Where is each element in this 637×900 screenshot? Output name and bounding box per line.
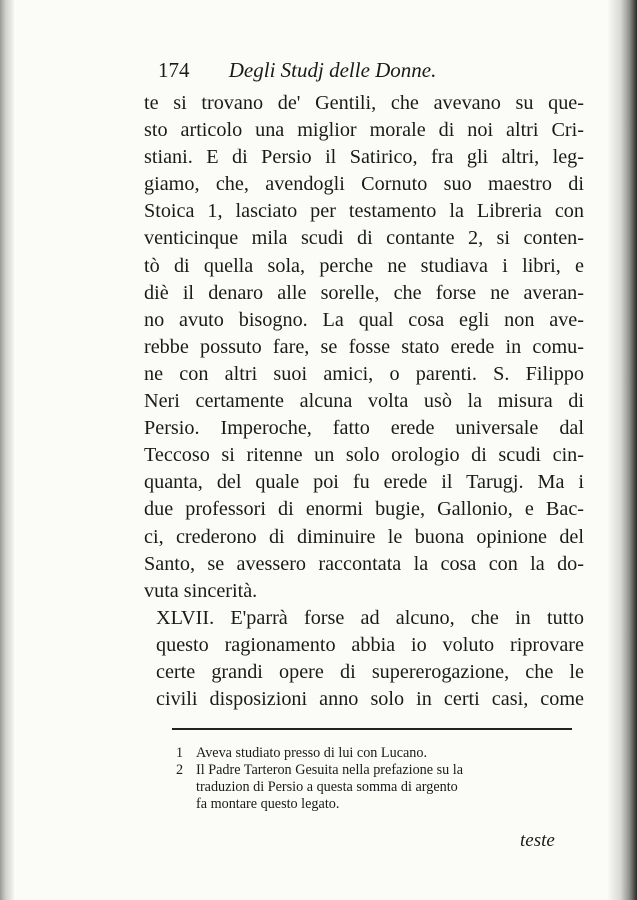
text-line: quanta, del quale poi fu erede il Tarugj. Ma i [144, 471, 584, 494]
footnote-text: Aveva studiato presso di lui con Lucano. [196, 745, 428, 761]
catchword: teste [520, 830, 555, 851]
text-line: Persio. Imperoche, fatto erede universale dal [144, 417, 584, 440]
text-line: civili disposizioni anno solo in certi casi, come [156, 688, 584, 711]
text-line: vuta sincerità. [144, 579, 258, 602]
text-line: diè il denaro alle sorelle, che forse ne averan- [144, 281, 584, 304]
text-line: Santo, se avessero raccontata la cosa con la do- [144, 552, 584, 575]
text-line: venticinque mila scudi di contante 2, si conten- [144, 227, 584, 250]
page-number: 174 [158, 58, 190, 82]
section-start-line: XLVII. E'parrà forse ad alcuno, che in tutto [156, 606, 584, 629]
text-line: stiani. E di Persio il Satirico, fra gli altri, leg- [144, 146, 584, 169]
footnote-2-continuation: traduzion di Persio a questa somma di argento [196, 779, 458, 795]
text-line: rebbe possuto fare, se fosse stato erede in comu- [144, 335, 584, 358]
text-line: ne con altri suoi amici, o parenti. S. Filippo [144, 362, 584, 385]
text-line: sto articolo una miglior morale di noi altri Cri- [144, 119, 584, 142]
text-line: due professori di enormi bugie, Gallonio, e Bac- [144, 498, 584, 521]
text-line: tò di quella sola, perche ne studiava i libri, e [144, 254, 584, 277]
text-line: no avuto bisogno. La qual cosa egli non ave- [144, 308, 584, 331]
footnote-2 [176, 762, 596, 779]
running-title: Degli Studj delle Donne. [228, 58, 437, 82]
footnote-rule [172, 728, 572, 730]
text-line: ci, crederono di diminuire le buona opinione del [144, 525, 584, 548]
text-line: questo ragionamento abbia io voluto riprovare [156, 633, 584, 656]
footnote-mark: 1 [176, 745, 184, 761]
text-line: Neri certamente alcuna volta usò la misura di [144, 390, 584, 413]
running-header [158, 58, 518, 88]
left-page-edge [0, 0, 14, 900]
text-line: Stoica 1, lasciato per testamento la Libreria con [144, 200, 584, 223]
footnote-1 [176, 745, 596, 762]
footnotes [176, 745, 596, 813]
body-text [144, 90, 584, 713]
text-line: certe grandi opere di supererogazione, che le [156, 660, 584, 683]
text-line: te si trovano de' Gentili, che avevano su que- [144, 92, 584, 114]
footnote-mark: 2 [176, 762, 184, 778]
right-binding-shadow [607, 0, 637, 900]
footnote-2-continuation: fa montare questo legato. [196, 796, 340, 812]
footnote-text: Il Padre Tarteron Gesuita nella prefazione su la [196, 762, 464, 778]
text-line: giamo, che, avendogli Cornuto suo maestro di [144, 173, 584, 196]
text-line: Teccoso si ritenne un solo orologio di scudi cin- [144, 444, 584, 467]
